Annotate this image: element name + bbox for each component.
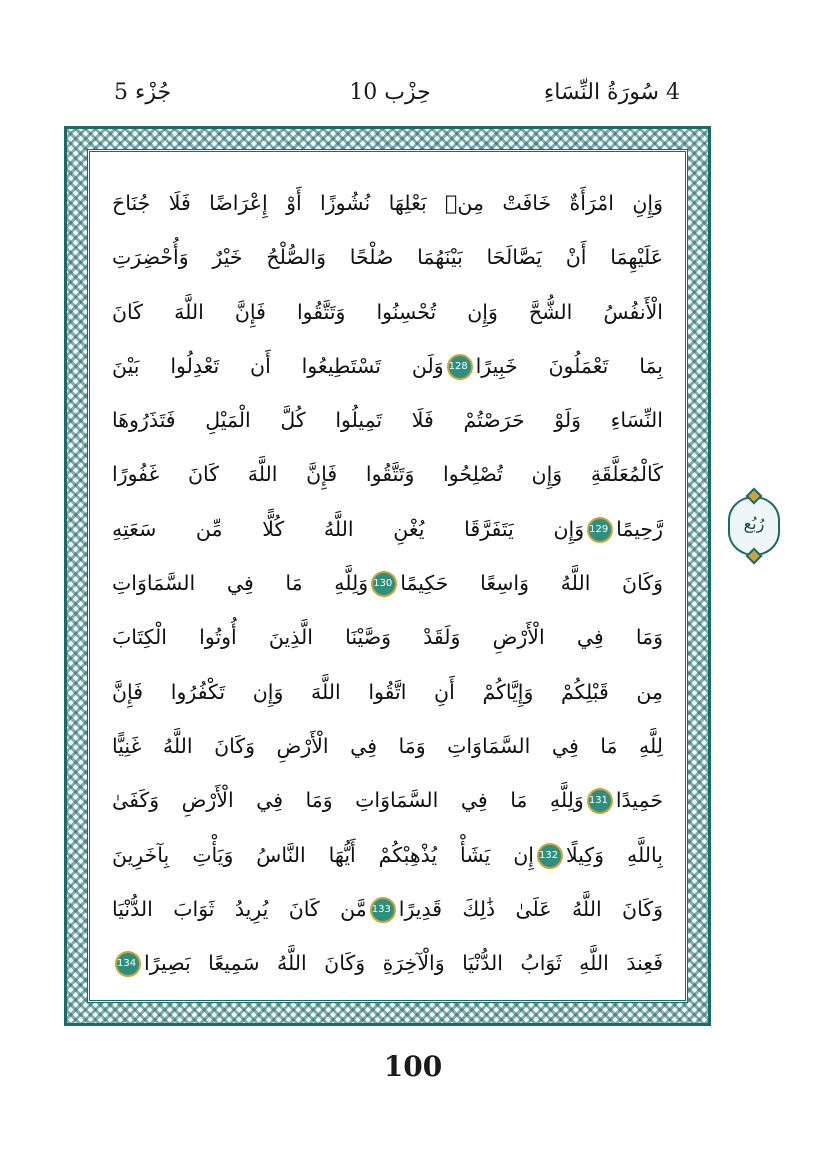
text-line: لِلَّهِ مَا فِي السَّمَاوَاتِ وَمَا فِي الْأَرْضِ وَكَانَ اللَّهُ غَنِيًّا [112,733,663,758]
ayah-number-marker: 131 [587,788,613,814]
text-line: رَّحِيمًا129وَإِن يَتَفَرَّقَا يُغْنِ اللَّهُ كُلًّا مِّن سَعَتِهِ [112,516,663,541]
text-line: وَكَانَ اللَّهُ وَاسِعًا حَكِيمًا130وَلِلَّهِ مَا فِي السَّمَاوَاتِ [112,571,663,596]
rub-label: رُبُع [743,514,765,533]
ayah-number-marker: 133 [370,897,396,923]
text-line: وَمَا فِي الْأَرْضِ وَلَقَدْ وَصَّيْنَا الَّذِينَ أُوتُوا الْكِتَابَ [112,625,663,650]
text-line: مِن قَبْلِكُمْ وَإِيَّاكُمْ أَنِ اتَّقُوا اللَّهَ وَإِن تَكْفُرُوا فَإِنَّ [112,679,663,704]
text-panel [87,149,688,1003]
text-line: بِمَا تَعْمَلُونَ خَبِيرًا128وَلَن تَسْتَطِيعُوا أَن تَعْدِلُوا بَيْنَ [112,353,663,378]
text-line: الْأَنفُسُ الشُّحَّ وَإِن تُحْسِنُوا وَتَتَّقُوا فَإِنَّ اللَّهَ كَانَ [112,299,663,324]
rub-hizb-marker [724,488,784,564]
text-line: حَمِيدًا131وَلِلَّهِ مَا فِي السَّمَاوَاتِ وَمَا فِي الْأَرْضِ وَكَفَىٰ [112,788,663,813]
page-number: 100 [383,1050,443,1083]
ayah-number-marker: 128 [447,354,473,380]
page-header [100,80,680,116]
text-line: وَكَانَ اللَّهُ عَلَىٰ ذَٰلِكَ قَدِيرًا133مَّن كَانَ يُرِيدُ ثَوَابَ الدُّنْيَا [112,896,663,921]
text-line: كَالْمُعَلَّقَةِ وَإِن تُصْلِحُوا وَتَتَّقُوا فَإِنَّ اللَّهَ كَانَ غَفُورًا [112,462,663,487]
juz-label: جُزْء 5 [114,80,172,105]
quran-text [112,176,663,990]
hizb-label: حِزْب 10 [349,80,431,105]
ayah-number-marker: 130 [371,571,397,597]
ayah-number-marker: 132 [537,843,563,869]
ayah-number-marker: 134 [115,951,141,977]
text-line: بِاللَّهِ وَكِيلًا132إِن يَشَأْ يُذْهِبْكُمْ أَيُّهَا النَّاسُ وَيَأْتِ بِآخَرِينَ [112,842,663,867]
text-line: فَعِندَ اللَّهِ ثَوَابُ الدُّنْيَا وَالْآخِرَةِ وَكَانَ اللَّهُ سَمِيعًا بَصِيرًا134 [117,951,663,976]
text-line: عَلَيْهِمَا أَنْ يَصَّالَحَا بَيْنَهُمَا صُلْحًا وَالصُّلْحُ خَيْرٌ وَأُحْضِرَتِ [112,245,663,270]
text-line: النِّسَاءِ وَلَوْ حَرَصْتُمْ فَلَا تَمِيلُوا كُلَّ الْمَيْلِ فَتَذَرُوهَا [112,408,663,433]
ayah-number-marker: 129 [587,517,613,543]
surah-title: 4 سُورَةُ النِّسَاءِ [543,80,680,105]
text-line: وَإِنِ امْرَأَةٌ خَافَتْ مِنۢ بَعْلِهَا نُشُوزًا أَوْ إِعْرَاضًا فَلَا جُنَاحَ [112,191,663,215]
ornamental-border [64,126,711,1026]
